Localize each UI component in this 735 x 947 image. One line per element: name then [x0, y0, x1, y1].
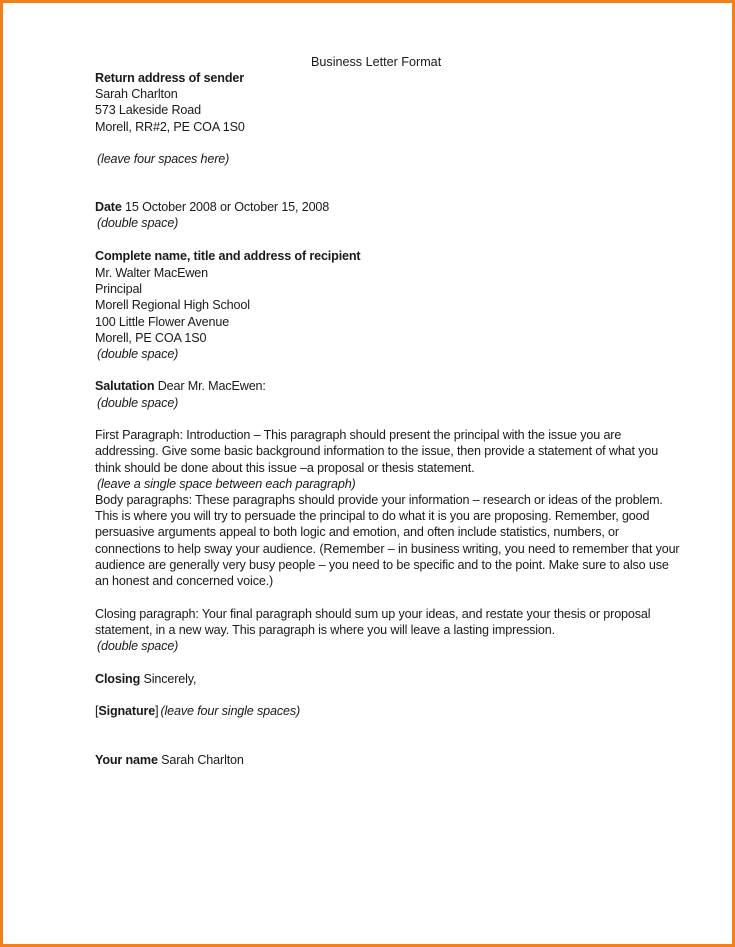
paragraph-line: an honest and concerned voice.): [95, 574, 274, 588]
signature-label: Signature: [98, 704, 156, 718]
paragraph-line: statement, in a new way. This paragraph is where you will leave a lasting impression.: [95, 623, 555, 637]
paragraph-line: First Paragraph: Introduction – This paragraph should present the principal with the issue you are: [95, 428, 622, 442]
paragraph-line: This is where you will try to persuade the principal to do what it is you are proposing. Remember, good: [95, 509, 650, 523]
recipient-line: Morell, PE COA 1S0: [95, 331, 207, 345]
salutation-value: Dear Mr. MacEwen:: [154, 379, 266, 393]
recipient-note: (double space): [97, 347, 179, 361]
recipient-line: Morell Regional High School: [95, 298, 250, 312]
paragraph-line: Closing paragraph: Your final paragraph should sum up your ideas, and restate your thesis or proposal: [95, 607, 651, 621]
paragraph-line: Body paragraphs: These paragraphs should provide your information – research or ideas of the problem.: [95, 493, 663, 507]
date-label: Date: [95, 200, 122, 214]
sender-note: (leave four spaces here): [97, 152, 230, 166]
recipient-heading: Complete name, title and address of recipient: [95, 249, 361, 263]
date-value: 15 October 2008 or October 15, 2008: [121, 200, 330, 214]
signature-bracket-close: ]: [155, 704, 159, 718]
recipient-line: Mr. Walter MacEwen: [95, 266, 208, 280]
document-title: Business Letter Format: [311, 55, 442, 69]
closing-label: Closing: [95, 672, 141, 686]
salutation-note: (double space): [97, 396, 179, 410]
salutation-line: [95, 378, 266, 394]
sender-heading: Return address of sender: [95, 71, 244, 85]
paragraph-line: addressing. Give some basic background information to the issue, then provide a statement of what you: [95, 444, 659, 458]
paragraph-line: audience are generally very busy people – you need to be specific and to the point. Make sure to also use: [95, 558, 669, 572]
closing-note: (double space): [97, 639, 179, 653]
your-name-line: [95, 752, 244, 768]
paragraph-line: persuasive arguments appeal to both logic and emotion, and often include statistics, numbers, or: [95, 525, 619, 539]
signature-line: [95, 703, 300, 719]
signature-note: (leave four single spaces): [160, 704, 301, 718]
paragraph-note: (leave a single space between each paragraph): [97, 477, 356, 491]
sender-line: 573 Lakeside Road: [95, 103, 201, 117]
paragraph-line: think should be done about this issue –a proposal or thesis statement.: [95, 461, 475, 475]
recipient-line: Principal: [95, 282, 142, 296]
your-name-value: Sarah Charlton: [157, 753, 244, 767]
closing-line: [95, 671, 196, 687]
paragraph-line: connections to help sway your audience. (Remember – in business writing, you need to remember that your: [95, 542, 680, 556]
recipient-line: 100 Little Flower Avenue: [95, 315, 230, 329]
sender-line: Sarah Charlton: [95, 87, 178, 101]
date-note: (double space): [97, 216, 179, 230]
sender-line: Morell, RR#2, PE COA 1S0: [95, 120, 245, 134]
salutation-label: Salutation: [95, 379, 155, 393]
closing-value: Sincerely,: [140, 672, 197, 686]
signature-bracket-open: [: [95, 704, 99, 718]
date-line: [95, 199, 329, 215]
your-name-label: Your name: [95, 753, 158, 767]
